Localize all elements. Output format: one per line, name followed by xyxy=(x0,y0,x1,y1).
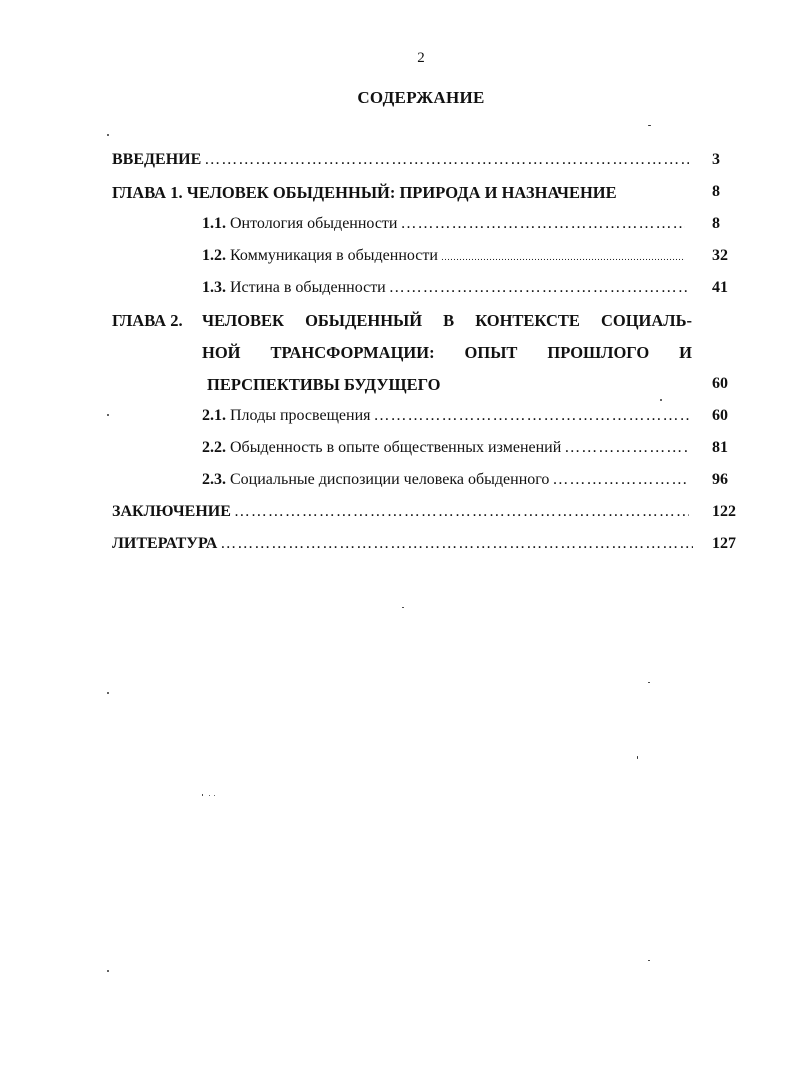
toc-entry-section-2-2 xyxy=(202,439,692,457)
scan-speck xyxy=(107,692,109,694)
section-number: 2.1. xyxy=(202,407,226,424)
toc-entry-section-1-1 xyxy=(202,215,688,233)
scan-speck xyxy=(648,960,650,961)
chapter2-word: ЧЕЛОВЕК xyxy=(202,311,285,330)
chapter2-word: В xyxy=(443,311,455,330)
toc-page-section-2-1: 60 xyxy=(712,407,728,424)
chapter2-word: КОНТЕКСТЕ xyxy=(475,311,580,330)
chapter2-word: НОЙ xyxy=(202,343,241,362)
toc-entry-conclusion xyxy=(112,503,692,521)
toc-page-chapter2: 60 xyxy=(712,375,728,392)
chapter2-word: ТРАНСФОРМАЦИИ: xyxy=(270,343,435,362)
section-title: Плоды просвещения xyxy=(230,407,371,424)
toc-chapter2-line3: ПЕРСПЕКТИВЫ БУДУЩЕГО xyxy=(207,375,441,394)
section-title: Обыденность в опыте общественных изменений xyxy=(230,439,562,456)
toc-page-conclusion: 122 xyxy=(712,503,736,520)
section-title: Онтология обыденности xyxy=(230,215,398,232)
toc-leader xyxy=(441,252,685,262)
toc-page-literature: 127 xyxy=(712,535,736,552)
toc-leader xyxy=(374,407,690,425)
toc-entry-chapter1: ГЛАВА 1. ЧЕЛОВЕК ОБЫДЕННЫЙ: ПРИРОДА И НАЗНАЧЕНИЕ xyxy=(112,183,617,202)
toc-chapter2-prefix: ГЛАВА 2. xyxy=(112,311,183,330)
toc-leader xyxy=(564,439,689,457)
toc-page-section-1-2: 32 xyxy=(712,247,728,264)
scan-speck xyxy=(648,682,650,683)
toc-leader xyxy=(552,471,689,489)
section-number: 1.2. xyxy=(202,247,226,264)
scan-speck xyxy=(107,414,109,416)
toc-page-section-2-2: 81 xyxy=(712,439,728,456)
toc-page-section-1-3: 41 xyxy=(712,279,728,296)
toc-page-section-2-3: 96 xyxy=(712,471,728,488)
page-title: СОДЕРЖАНИЕ xyxy=(357,88,485,107)
toc-chapter2-line1 xyxy=(202,311,692,331)
scan-speck xyxy=(209,795,210,796)
section-number: 1.1. xyxy=(202,215,226,232)
toc-leader xyxy=(234,503,689,521)
toc-page-chapter1: 8 xyxy=(712,183,720,200)
section-title: Социальные диспозиции человека обыденного xyxy=(230,471,550,488)
toc-label-literature: ЛИТЕРАТУРА xyxy=(112,535,218,552)
toc-entry-section-1-2 xyxy=(202,247,688,265)
toc-entry-section-2-3 xyxy=(202,471,692,489)
toc-page-intro: 3 xyxy=(712,151,720,168)
toc-label-intro: ВВЕДЕНИЕ xyxy=(112,151,202,168)
toc-leader xyxy=(204,151,689,169)
toc-leader xyxy=(220,535,693,553)
scan-speck xyxy=(214,795,215,796)
section-title: Истина в обыденности xyxy=(230,279,386,296)
toc-entry-intro xyxy=(112,151,692,169)
toc-entry-section-1-3 xyxy=(202,279,692,297)
toc-label-conclusion: ЗАКЛЮЧЕНИЕ xyxy=(112,503,231,520)
section-number: 2.2. xyxy=(202,439,226,456)
chapter2-word: ОПЫТ xyxy=(464,343,518,362)
toc-leader xyxy=(400,215,685,233)
chapter2-word: СОЦИАЛЬ- xyxy=(600,311,692,330)
scan-speck xyxy=(637,756,638,759)
scan-speck xyxy=(202,794,203,796)
scan-speck xyxy=(107,134,109,136)
section-number: 2.3. xyxy=(202,471,226,488)
toc-chapter2-line2 xyxy=(202,343,692,363)
section-title: Коммуникация в обыденности xyxy=(230,247,438,264)
section-number: 1.3. xyxy=(202,279,226,296)
toc-entry-section-2-1 xyxy=(202,407,692,425)
scan-speck xyxy=(648,125,651,126)
page-number: 2 xyxy=(417,50,425,66)
chapter2-word: И xyxy=(679,343,692,362)
toc-leader xyxy=(389,279,689,297)
toc-entry-literature xyxy=(112,535,696,553)
chapter2-word: ПРОШЛОГО xyxy=(547,343,650,362)
scan-speck xyxy=(660,399,662,401)
scan-speck xyxy=(402,607,404,608)
scan-speck xyxy=(107,970,109,972)
toc-page-section-1-1: 8 xyxy=(712,215,720,232)
chapter2-word: ОБЫДЕННЫЙ xyxy=(305,311,423,330)
